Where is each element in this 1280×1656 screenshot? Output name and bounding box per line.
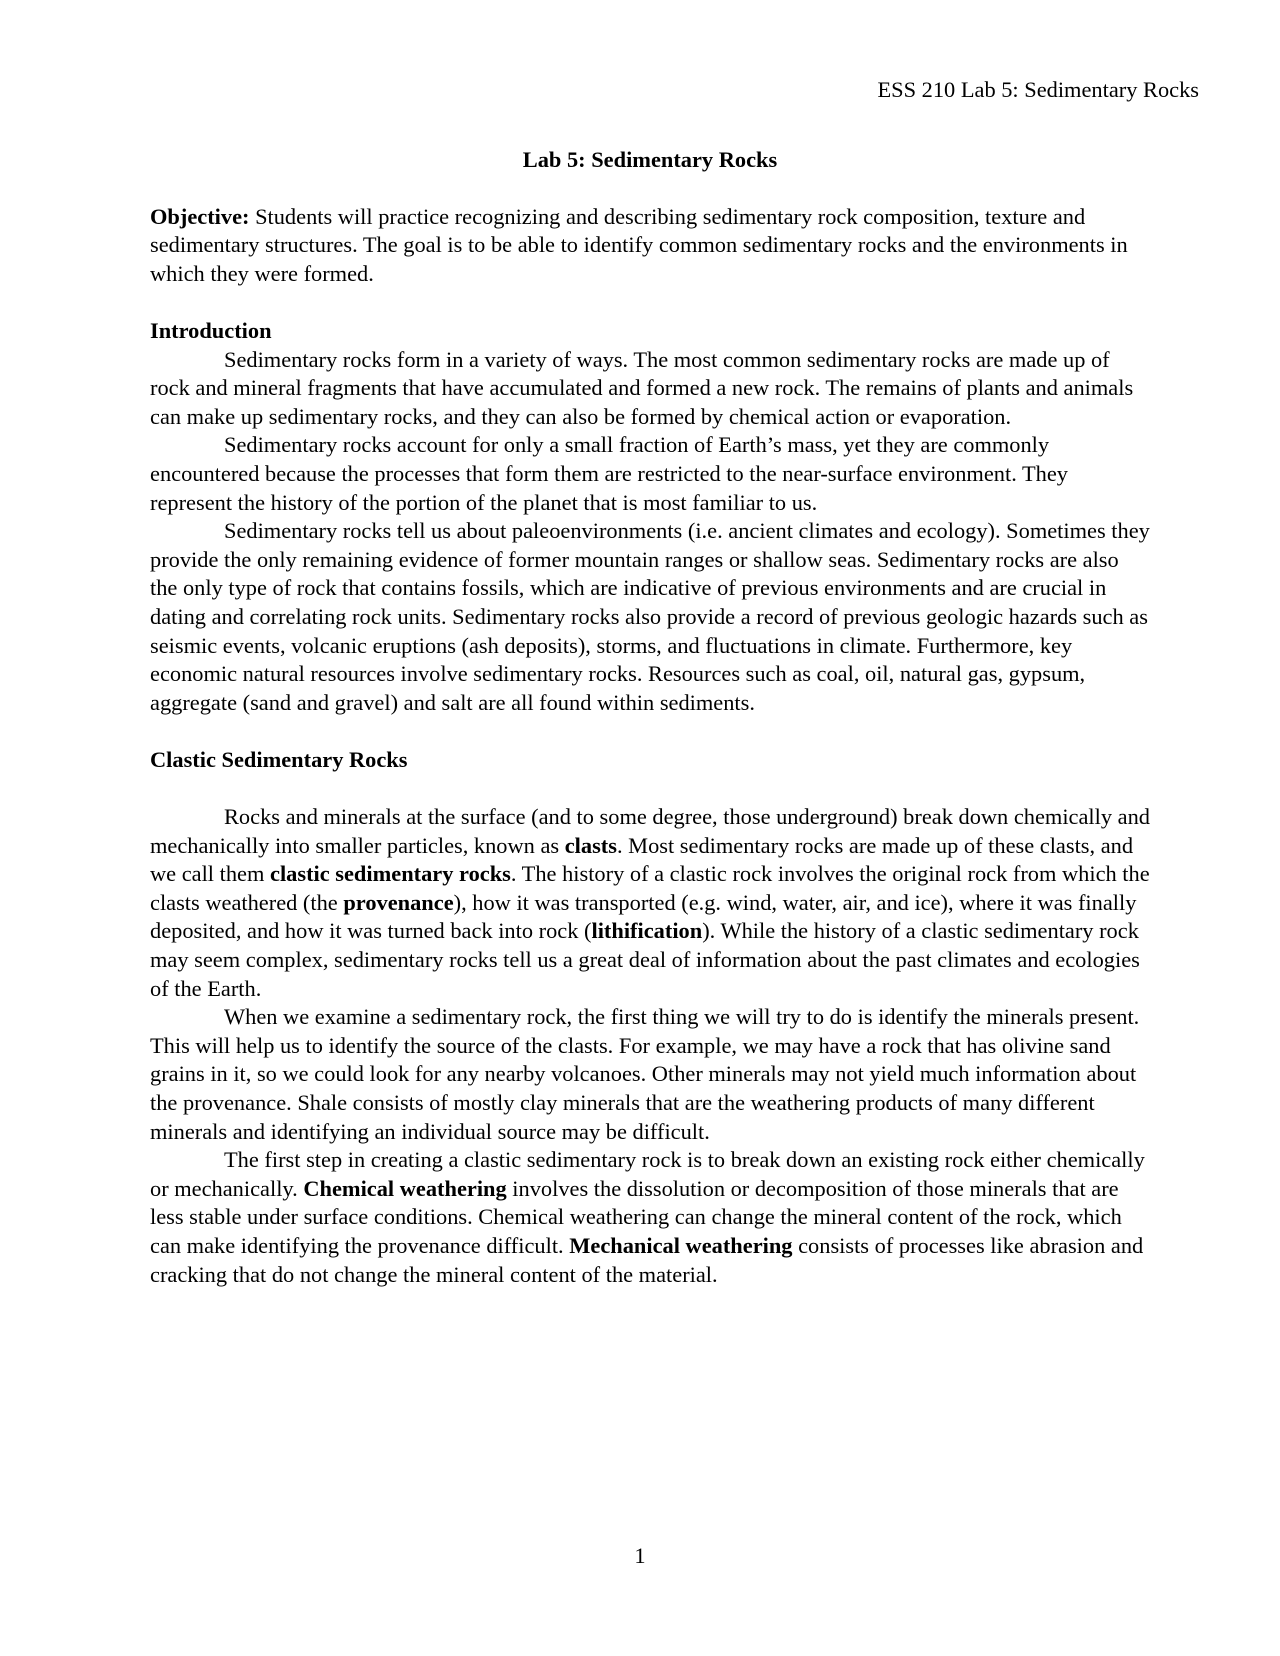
clastic-p1-text-5: ). While the history of a clastic sedimentary rock may seem complex, sedimentary rocks tell us a great deal of information about the past climates and ecologies of the Earth. <box>150 918 1140 1001</box>
page-number: 1 <box>634 1543 646 1568</box>
term-provenance: provenance <box>343 889 454 915</box>
clastic-paragraph-1 <box>150 803 1150 1003</box>
clastic-p1-text-4: ), how it was transported (e.g. wind, water, air, and ice), where it was finally deposited, and how it was turned back into rock ( <box>150 889 1137 944</box>
term-clasts: clasts <box>564 832 617 858</box>
spacer <box>150 288 1150 317</box>
introduction-heading: Introduction <box>150 317 272 343</box>
intro-paragraph-2: Sedimentary rocks account for only a small fraction of Earth’s mass, yet they are commonly encountered because the processes that form them are restricted to the near-surface environment. They represent the history of the portion of the planet that is most familiar to us. <box>150 432 1068 515</box>
clastic-paragraph-2: When we examine a sedimentary rock, the first thing we will try to do is identify the minerals present. This will help us to identify the source of the clasts. For example, we may have a rock that has olivine sand grains in it, so we could look for any nearby volcanoes. Other minerals may not yield much information about the provenance. Shale consists of mostly clay minerals that are the weathering products of many different minerals and identifying an individual source may be difficult. <box>150 1004 1140 1144</box>
spacer <box>150 774 1150 803</box>
clastic-p3-text-1: The first step in creating a clastic sedimentary rock is to break down an existing rock either chemically or mechanically. <box>150 1147 1145 1201</box>
document-body <box>150 146 1150 1289</box>
clastic-p1-text-2: . Most sedimentary rocks are made up of these clasts, and we call them <box>150 832 1134 887</box>
running-header: ESS 210 Lab 5: Sedimentary Rocks <box>877 77 1199 102</box>
clastic-p1-text-3: . The history of a clastic rock involves the original rock from which the clasts weathered (the <box>150 861 1150 915</box>
intro-paragraph-3: Sedimentary rocks tell us about paleoenvironments (i.e. ancient climates and ecology). Sometimes they provide the only remaining evidence of former mountain ranges or shallow seas. Sedimentary rocks are also the only type of rock that contains fossils, which are indicative of previous environments and are crucial in dating and correlating rock units. Sedimentary rocks also provide a record of previous geologic hazards such as seismic events, volcanic eruptions (ash deposits), storms, and fluctuations in climate. Furthermore, key economic natural resources involve sedimentary rocks. Resources such as coal, oil, natural gas, gypsum, aggregate (sand and gravel) and salt are all found within sediments. <box>150 518 1150 715</box>
clastic-p3-text-3: consists of processes like abrasion and cracking that do not change the mineral content of the material. <box>150 1232 1144 1287</box>
clastic-p3-text-2: involves the dissolution or decomposition of those minerals that are less stable under surface conditions. Chemical weathering can change the mineral content of the rock, which can make identifying the provenance difficult. <box>150 1175 1122 1258</box>
clastic-paragraph-3 <box>150 1146 1150 1289</box>
intro-paragraph-1: Sedimentary rocks form in a variety of ways. The most common sedimentary rocks are made up of rock and mineral fragments that have accumulated and formed a new rock. The remains of plants and animals can make up sedimentary rocks, and they can also be formed by chemical action or evaporation. <box>150 346 1134 429</box>
clastic-heading: Clastic Sedimentary Rocks <box>150 746 408 772</box>
clastic-p1-text-1: Rocks and minerals at the surface (and to some degree, those underground) break down chemically and mechanically into smaller particles, known as <box>150 804 1150 858</box>
term-mechanical-weathering: Mechanical weathering <box>569 1232 793 1258</box>
term-chemical-weathering: Chemical weathering <box>303 1175 507 1201</box>
term-lithification: lithification <box>591 918 703 944</box>
objective-label: Objective: <box>150 203 250 229</box>
objective-text: Students will practice recognizing and describing sedimentary rock composition, texture and sedimentary structures. The goal is to be able to identify common sedimentary rocks and the environments in which they were formed. <box>150 203 1128 286</box>
term-clastic-sedimentary-rocks: clastic sedimentary rocks <box>270 861 511 887</box>
objective-paragraph <box>150 203 1150 289</box>
page-title: Lab 5: Sedimentary Rocks <box>522 147 778 172</box>
spacer <box>150 717 1150 746</box>
